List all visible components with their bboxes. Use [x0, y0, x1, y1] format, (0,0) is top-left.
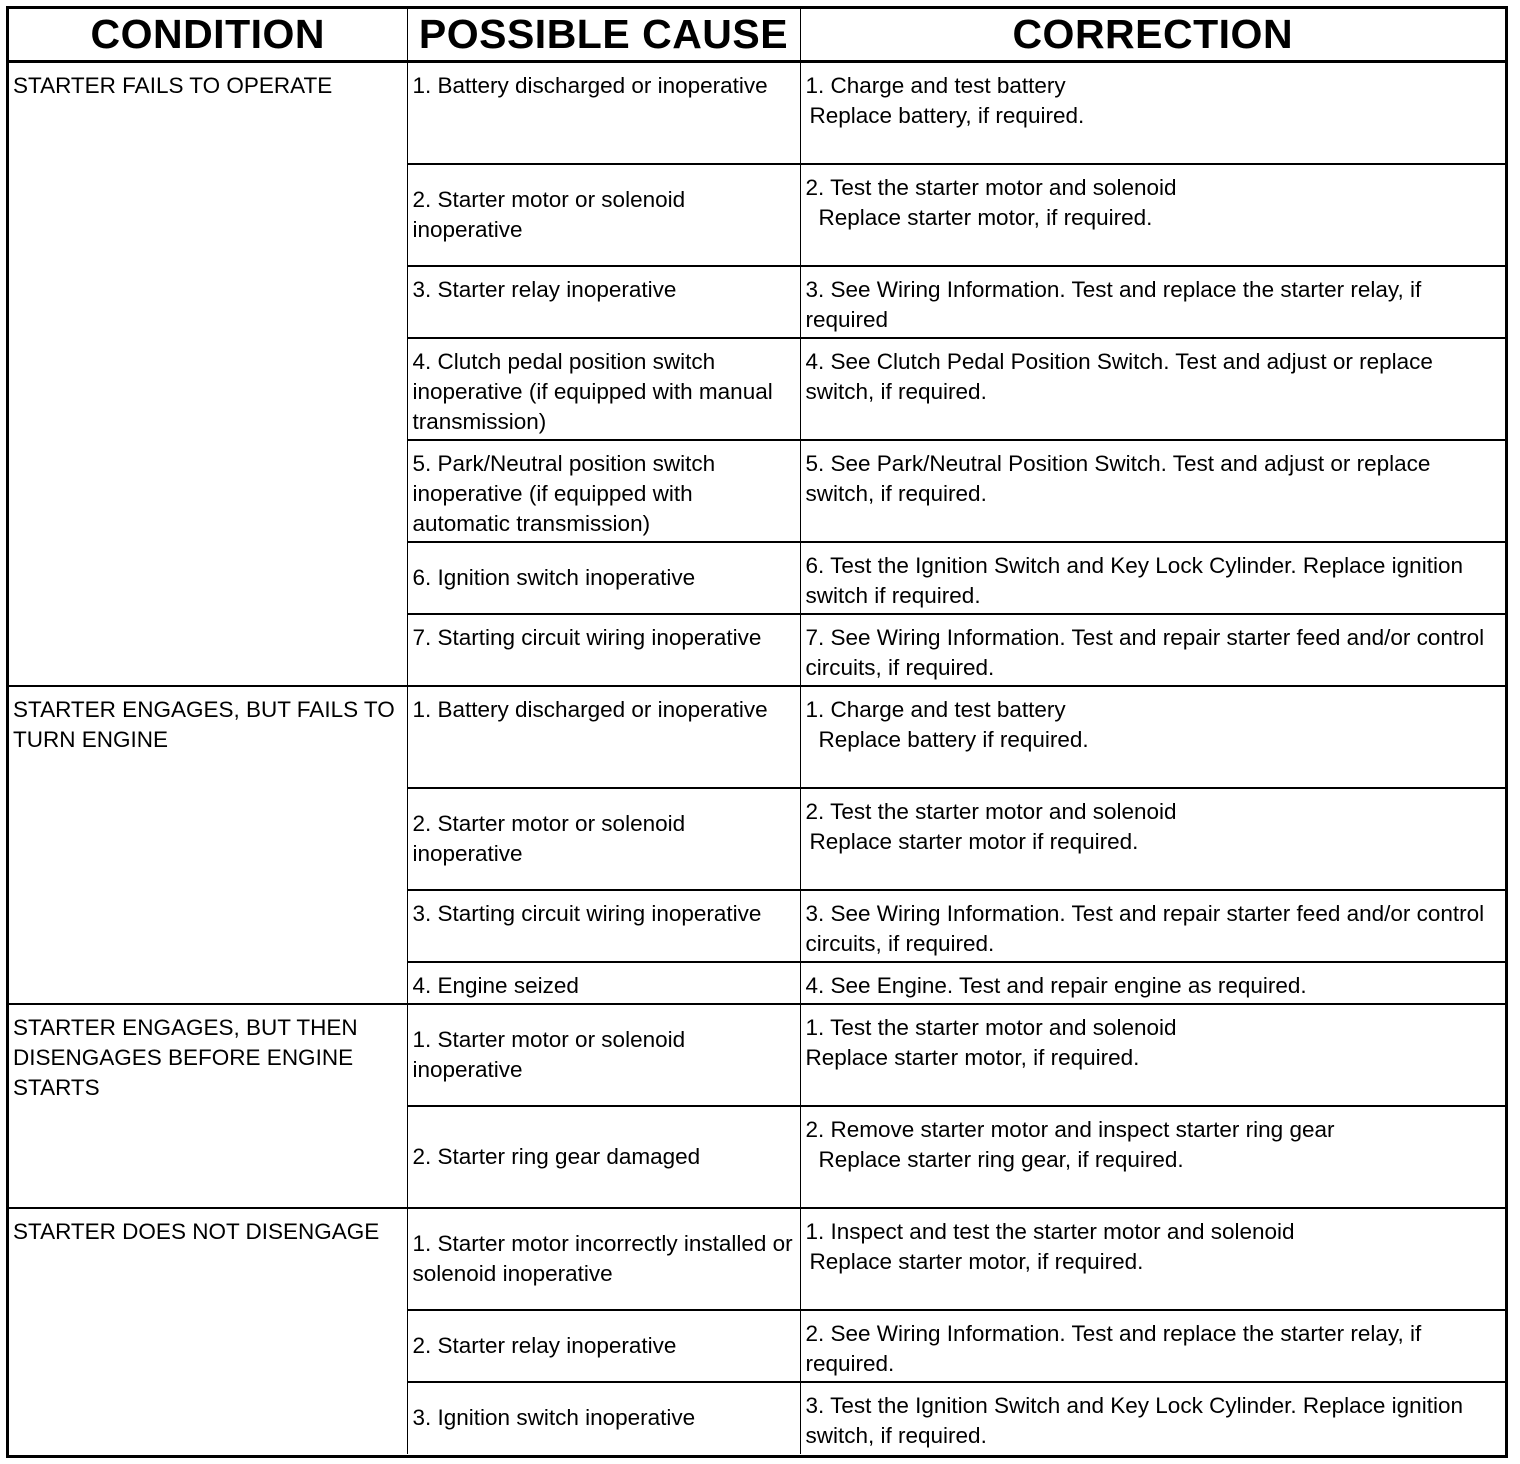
correction-line: Replace starter motor, if required.: [809, 1248, 1144, 1274]
header-correction: CORRECTION: [800, 9, 1505, 62]
correction-cell: [800, 686, 1505, 788]
correction-cell: [800, 1004, 1505, 1106]
correction-cell: [800, 890, 1505, 962]
correction-cell: [800, 1382, 1505, 1454]
correction-line: 1. Test the starter motor and solenoid: [805, 1014, 1177, 1040]
possible-cause-cell: 7. Starting circuit wiring inoperative: [407, 614, 800, 686]
correction-line: 2. Test the starter motor and solenoid: [805, 798, 1177, 824]
possible-cause-cell: 4. Clutch pedal position switch inoperative (if equipped with manual transmission): [407, 338, 800, 440]
correction-line: 2. Remove starter motor and inspect starter ring gear: [805, 1116, 1335, 1142]
possible-cause-cell: 1. Battery discharged or inoperative: [407, 686, 800, 788]
starter-diagnosis-table: [9, 9, 1505, 1454]
correction-cell: [800, 614, 1505, 686]
possible-cause-cell: 1. Starter motor incorrectly installed or solenoid inoperative: [407, 1208, 800, 1310]
correction-line: 4. See Engine. Test and repair engine as required.: [805, 972, 1307, 998]
possible-cause-cell: 2. Starter ring gear damaged: [407, 1106, 800, 1208]
possible-cause-cell: 3. Ignition switch inoperative: [407, 1382, 800, 1454]
possible-cause-cell: 4. Engine seized: [407, 962, 800, 1004]
correction-cell: [800, 266, 1505, 338]
table-row: [9, 62, 1505, 164]
correction-line: Replace starter motor, if required.: [818, 204, 1153, 230]
correction-line: 5. See Park/Neutral Position Switch. Test and adjust or replace switch, if required.: [805, 450, 1431, 506]
condition-cell: STARTER ENGAGES, BUT THEN DISENGAGES BEFORE ENGINE STARTS: [9, 1004, 407, 1208]
correction-line: 3. See Wiring Information. Test and repair starter feed and/or control circuits, if required.: [805, 900, 1485, 956]
correction-line: Replace starter ring gear, if required.: [818, 1146, 1184, 1172]
correction-line: 4. See Clutch Pedal Position Switch. Test and adjust or replace switch, if required.: [805, 348, 1433, 404]
correction-cell: [800, 62, 1505, 164]
correction-line: 3. See Wiring Information. Test and replace the starter relay, if required: [805, 276, 1422, 332]
correction-cell: [800, 338, 1505, 440]
correction-line: 1. Charge and test battery: [805, 73, 1066, 98]
correction-cell: [800, 440, 1505, 542]
correction-cell: [800, 1208, 1505, 1310]
correction-line: 1. Charge and test battery: [805, 696, 1066, 722]
header-possible-cause: POSSIBLE CAUSE: [407, 9, 800, 62]
correction-line: Replace battery if required.: [818, 726, 1089, 752]
correction-line: 1. Inspect and test the starter motor and solenoid: [805, 1218, 1295, 1244]
possible-cause-cell: 2. Starter motor or solenoid inoperative: [407, 164, 800, 266]
possible-cause-cell: 5. Park/Neutral position switch inoperative (if equipped with automatic transmission): [407, 440, 800, 542]
condition-cell: STARTER ENGAGES, BUT FAILS TO TURN ENGINE: [9, 686, 407, 1004]
correction-line: Replace starter motor if required.: [809, 828, 1139, 854]
table-row: [9, 1004, 1505, 1106]
correction-line: Replace battery, if required.: [809, 103, 1085, 128]
correction-line: Replace starter motor, if required.: [805, 1044, 1140, 1070]
possible-cause-cell: 2. Starter motor or solenoid inoperative: [407, 788, 800, 890]
possible-cause-cell: 3. Starting circuit wiring inoperative: [407, 890, 800, 962]
correction-cell: [800, 962, 1505, 1004]
possible-cause-cell: 1. Battery discharged or inoperative: [407, 62, 800, 164]
possible-cause-cell: 6. Ignition switch inoperative: [407, 542, 800, 614]
table-row: [9, 1208, 1505, 1310]
correction-cell: [800, 788, 1505, 890]
correction-line: 3. Test the Ignition Switch and Key Lock Cylinder. Replace ignition switch, if required.: [805, 1392, 1463, 1448]
correction-cell: [800, 1310, 1505, 1382]
header-row: [9, 9, 1505, 62]
possible-cause-cell: 3. Starter relay inoperative: [407, 266, 800, 338]
correction-cell: [800, 164, 1505, 266]
correction-line: 6. Test the Ignition Switch and Key Lock Cylinder. Replace ignition switch if required.: [805, 552, 1463, 608]
table-row: [9, 686, 1505, 788]
condition-cell: STARTER FAILS TO OPERATE: [9, 62, 407, 686]
correction-cell: [800, 1106, 1505, 1208]
correction-cell: [800, 542, 1505, 614]
correction-line: 2. Test the starter motor and solenoid: [805, 174, 1177, 200]
possible-cause-cell: 1. Starter motor or solenoid inoperative: [407, 1004, 800, 1106]
header-condition: CONDITION: [9, 9, 407, 62]
diagnosis-table-frame: [6, 6, 1508, 1458]
correction-line: 2. See Wiring Information. Test and replace the starter relay, if required.: [805, 1320, 1422, 1376]
correction-line: 7. See Wiring Information. Test and repair starter feed and/or control circuits, if required.: [805, 624, 1485, 680]
condition-cell: STARTER DOES NOT DISENGAGE: [9, 1208, 407, 1454]
possible-cause-cell: 2. Starter relay inoperative: [407, 1310, 800, 1382]
